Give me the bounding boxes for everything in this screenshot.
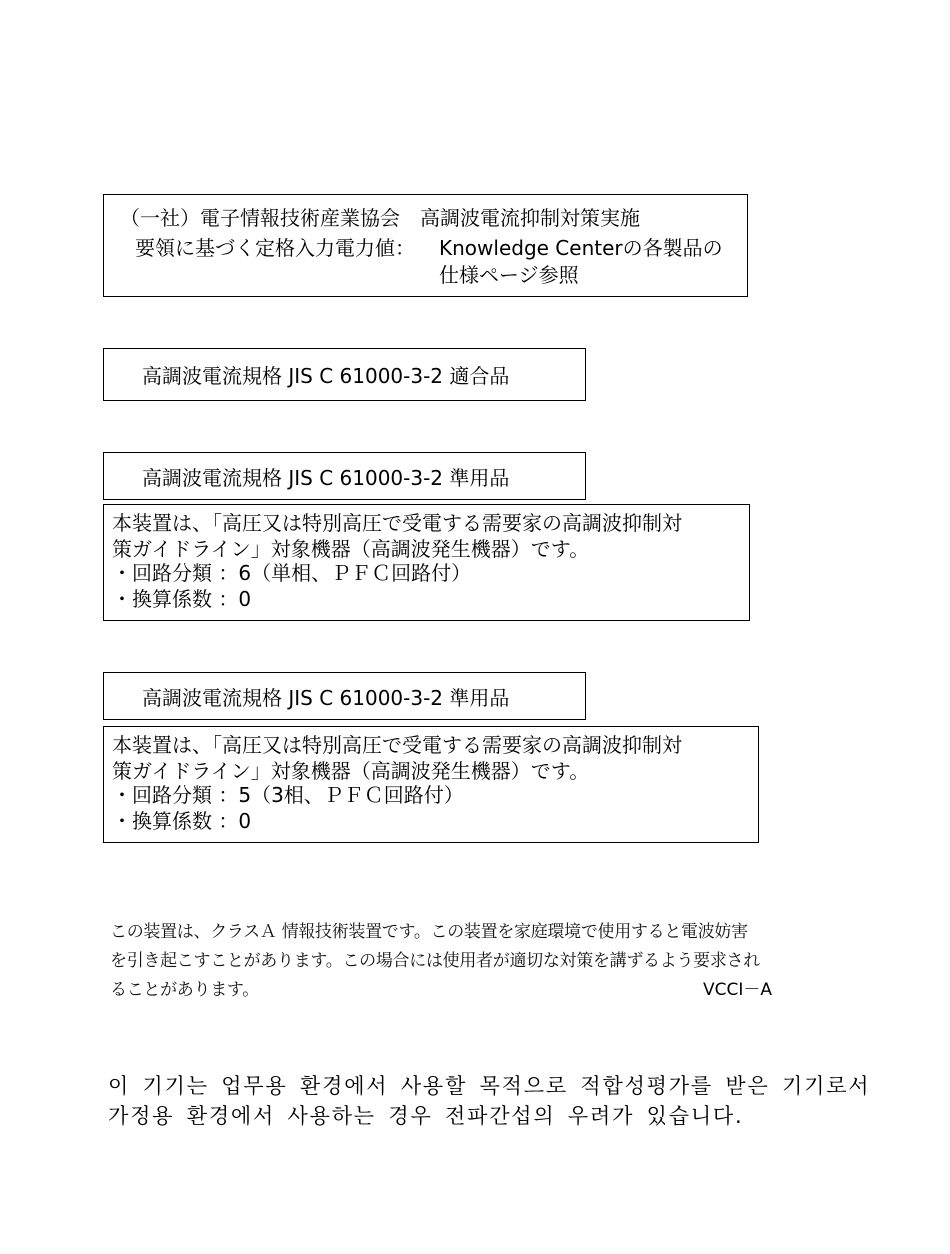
vcci-notice-line-1: この装置は、クラスＡ 情報技術装置です。この装置を家庭環境で使用すると電波妨害 (110, 922, 748, 942)
standard-label: 高調波電流規格 JIS C 61000-3-2 準用品 (142, 685, 510, 710)
jeita-rated-power-label: 要領に基づく定格入力電力値： (135, 236, 415, 260)
korean-notice-line-2: 가정용 환경에서 사용하는 경우 전파간섭의 우려가 있습니다. (108, 1104, 744, 1128)
harmonic-detail-box-1 (103, 504, 750, 621)
vcci-class-mark: VCCI－A (703, 980, 773, 1000)
circuit-class-line: ・回路分類 ：5（3相、ＰＦＣ回路付） (112, 783, 464, 807)
harmonic-standard-applied-box-2 (103, 672, 586, 720)
detail-line-1: 本装置は、「高圧又は特別高圧で受電する需要家の高調波抑制対 (112, 733, 682, 757)
harmonic-detail-box-2 (103, 726, 759, 843)
conversion-factor-line: ・換算係数 ：0 (112, 587, 252, 611)
detail-line-2: 策ガイドライン」対象機器（高調波発生機器）です。 (112, 537, 590, 561)
jeita-harmonic-box (103, 194, 748, 297)
harmonic-standard-applied-box-1 (103, 452, 586, 500)
jeita-line-1: （一社）電子情報技術産業協会 高調波電流抑制対策実施 (120, 206, 640, 230)
detail-line-2: 策ガイドライン」対象機器（高調波発生機器）です。 (112, 759, 590, 783)
harmonic-standard-compliant-box (103, 348, 586, 401)
vcci-notice-line-3: ることがあります。 (110, 980, 259, 1000)
vcci-notice-line-2: を引き起こすことがあります。この場合には使用者が適切な対策を講ずるよう要求され (110, 951, 760, 971)
korean-notice-line-1: 이 기기는 업무용 환경에서 사용할 목적으로 적합성평가를 받은 기기로서 (108, 1074, 871, 1098)
standard-label: 高調波電流規格 JIS C 61000-3-2 適合品 (142, 364, 510, 388)
standard-label: 高調波電流規格 JIS C 61000-3-2 準用品 (142, 465, 510, 490)
jeita-rated-power-value-cont: 仕様ページ参照 (439, 263, 579, 287)
detail-line-1: 本装置は、「高圧又は特別高圧で受電する需要家の高調波抑制対 (112, 511, 682, 535)
circuit-class-line: ・回路分類 ：6（単相、ＰＦＣ回路付） (112, 561, 472, 585)
jeita-rated-power-value: Knowledge Centerの各製品の (439, 236, 723, 260)
conversion-factor-line: ・換算係数 ：0 (112, 809, 252, 833)
